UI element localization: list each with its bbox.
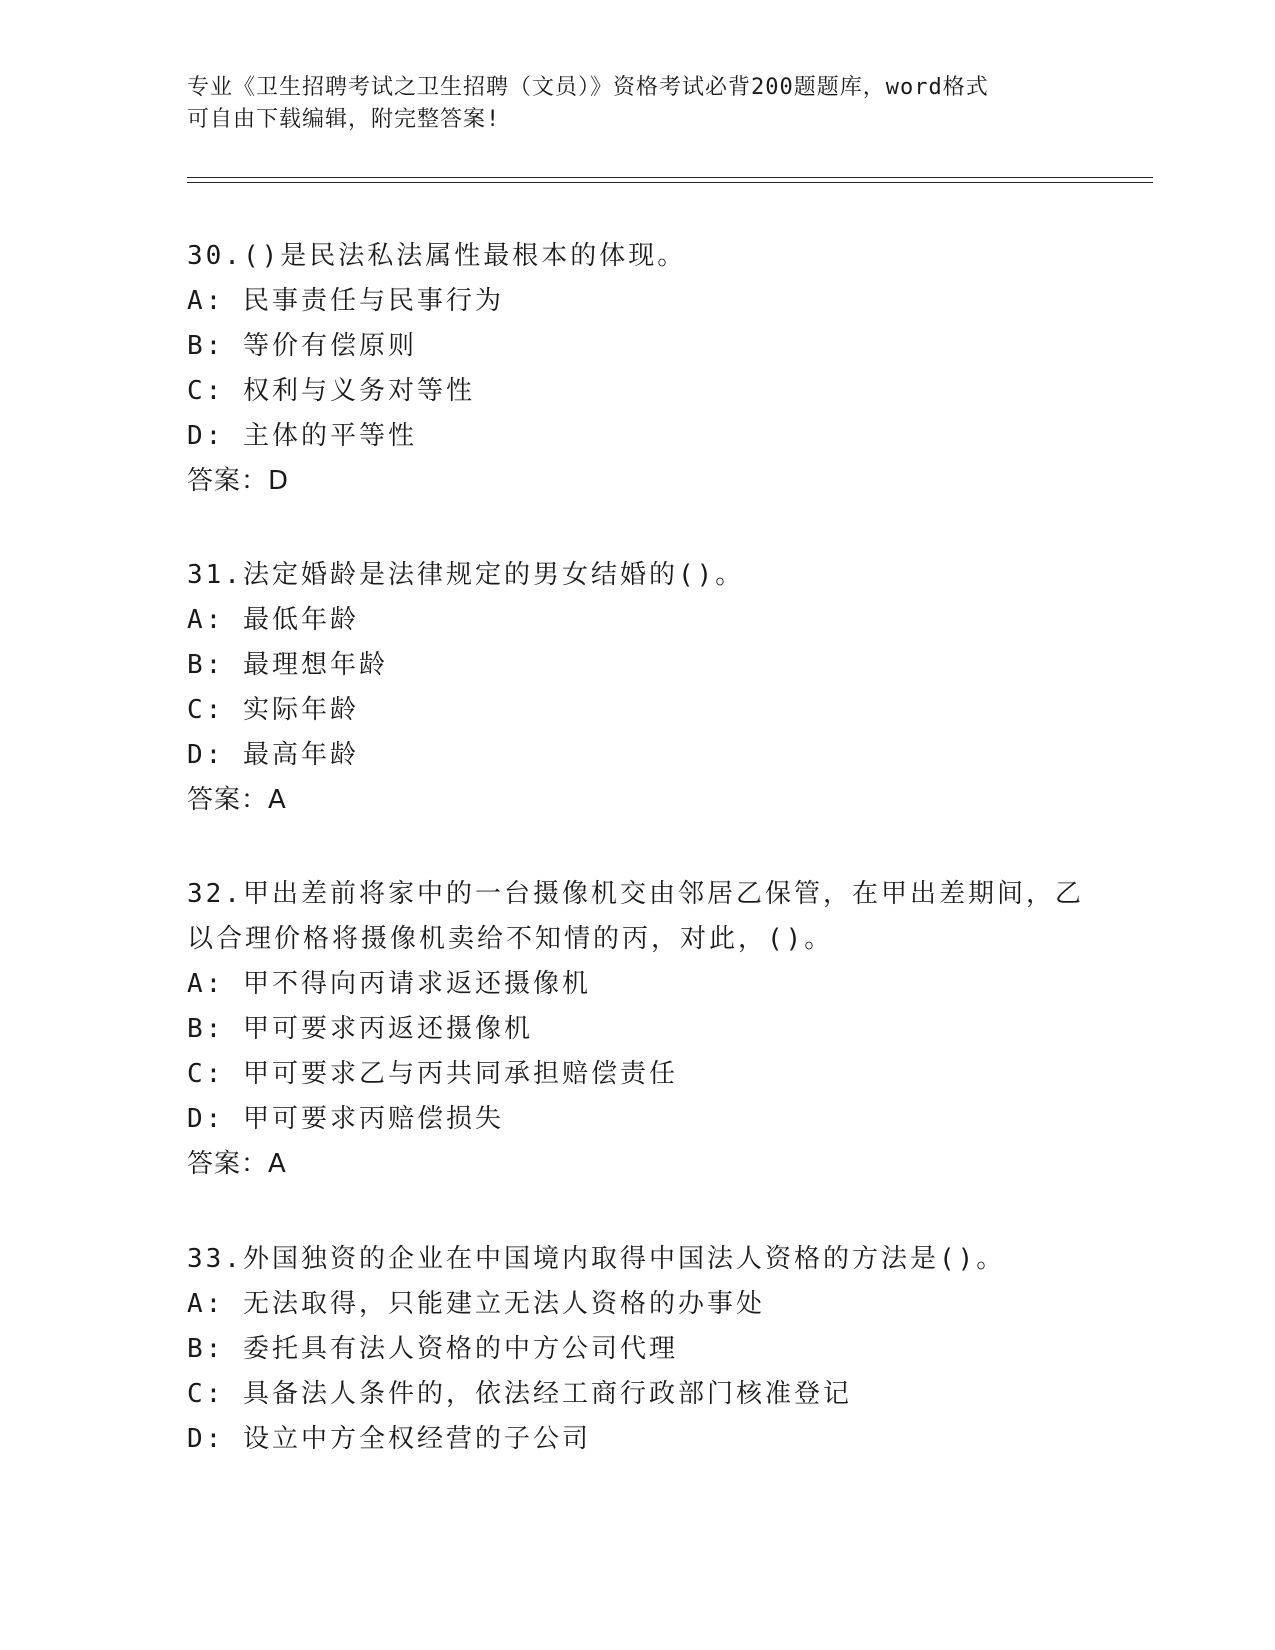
question-30 xyxy=(187,234,1087,504)
option-a: A: 甲不得向丙请求返还摄像机 xyxy=(187,969,591,999)
option-a: A: 最低年龄 xyxy=(187,605,359,635)
question-32 xyxy=(187,872,1087,1187)
question-stem: 33.外国独资的企业在中国境内取得中国法人资格的方法是()。 xyxy=(187,1244,1006,1274)
header-line-2: 可自由下载编辑，附完整答案! xyxy=(187,107,501,132)
question-stem-line-1: 32.甲出差前将家中的一台摄像机交由邻居乙保管，在甲出差期间，乙 xyxy=(187,879,1084,909)
answer-line: 答案：A xyxy=(187,1149,287,1179)
option-b: B: 委托具有法人资格的中方公司代理 xyxy=(187,1334,678,1364)
answer-line: 答案：D xyxy=(187,466,290,496)
question-stem: 31.法定婚龄是法律规定的男女结婚的()。 xyxy=(187,560,745,590)
option-b: B: 等价有偿原则 xyxy=(187,331,417,361)
header-divider-bottom xyxy=(187,182,1153,183)
option-a: A: 民事责任与民事行为 xyxy=(187,286,504,316)
option-d: D: 设立中方全权经营的子公司 xyxy=(187,1424,591,1454)
question-stem-line-2: 以合理价格将摄像机卖给不知情的丙，对此，()。 xyxy=(187,924,834,954)
header-line-1: 专业《卫生招聘考试之卫生招聘（文员）》资格考试必背200题题库，word格式 xyxy=(187,75,989,100)
option-d: D: 主体的平等性 xyxy=(187,421,417,451)
option-c: C: 具备法人条件的，依法经工商行政部门核准登记 xyxy=(187,1379,852,1409)
option-a: A: 无法取得，只能建立无法人资格的办事处 xyxy=(187,1289,765,1319)
option-b: B: 甲可要求丙返还摄像机 xyxy=(187,1014,533,1044)
question-stem: 30.()是民法私法属性最根本的体现。 xyxy=(187,241,687,271)
option-d: D: 甲可要求丙赔偿损失 xyxy=(187,1104,504,1134)
option-c: C: 甲可要求乙与丙共同承担赔偿责任 xyxy=(187,1059,678,1089)
option-c: C: 权利与义务对等性 xyxy=(187,376,475,406)
question-31 xyxy=(187,553,1087,823)
answer-line: 答案：A xyxy=(187,785,287,815)
header-divider-top xyxy=(187,177,1153,178)
option-c: C: 实际年龄 xyxy=(187,695,359,725)
option-b: B: 最理想年龄 xyxy=(187,650,388,680)
question-33 xyxy=(187,1237,1087,1462)
document-header xyxy=(187,72,1087,136)
option-d: D: 最高年龄 xyxy=(187,740,359,770)
